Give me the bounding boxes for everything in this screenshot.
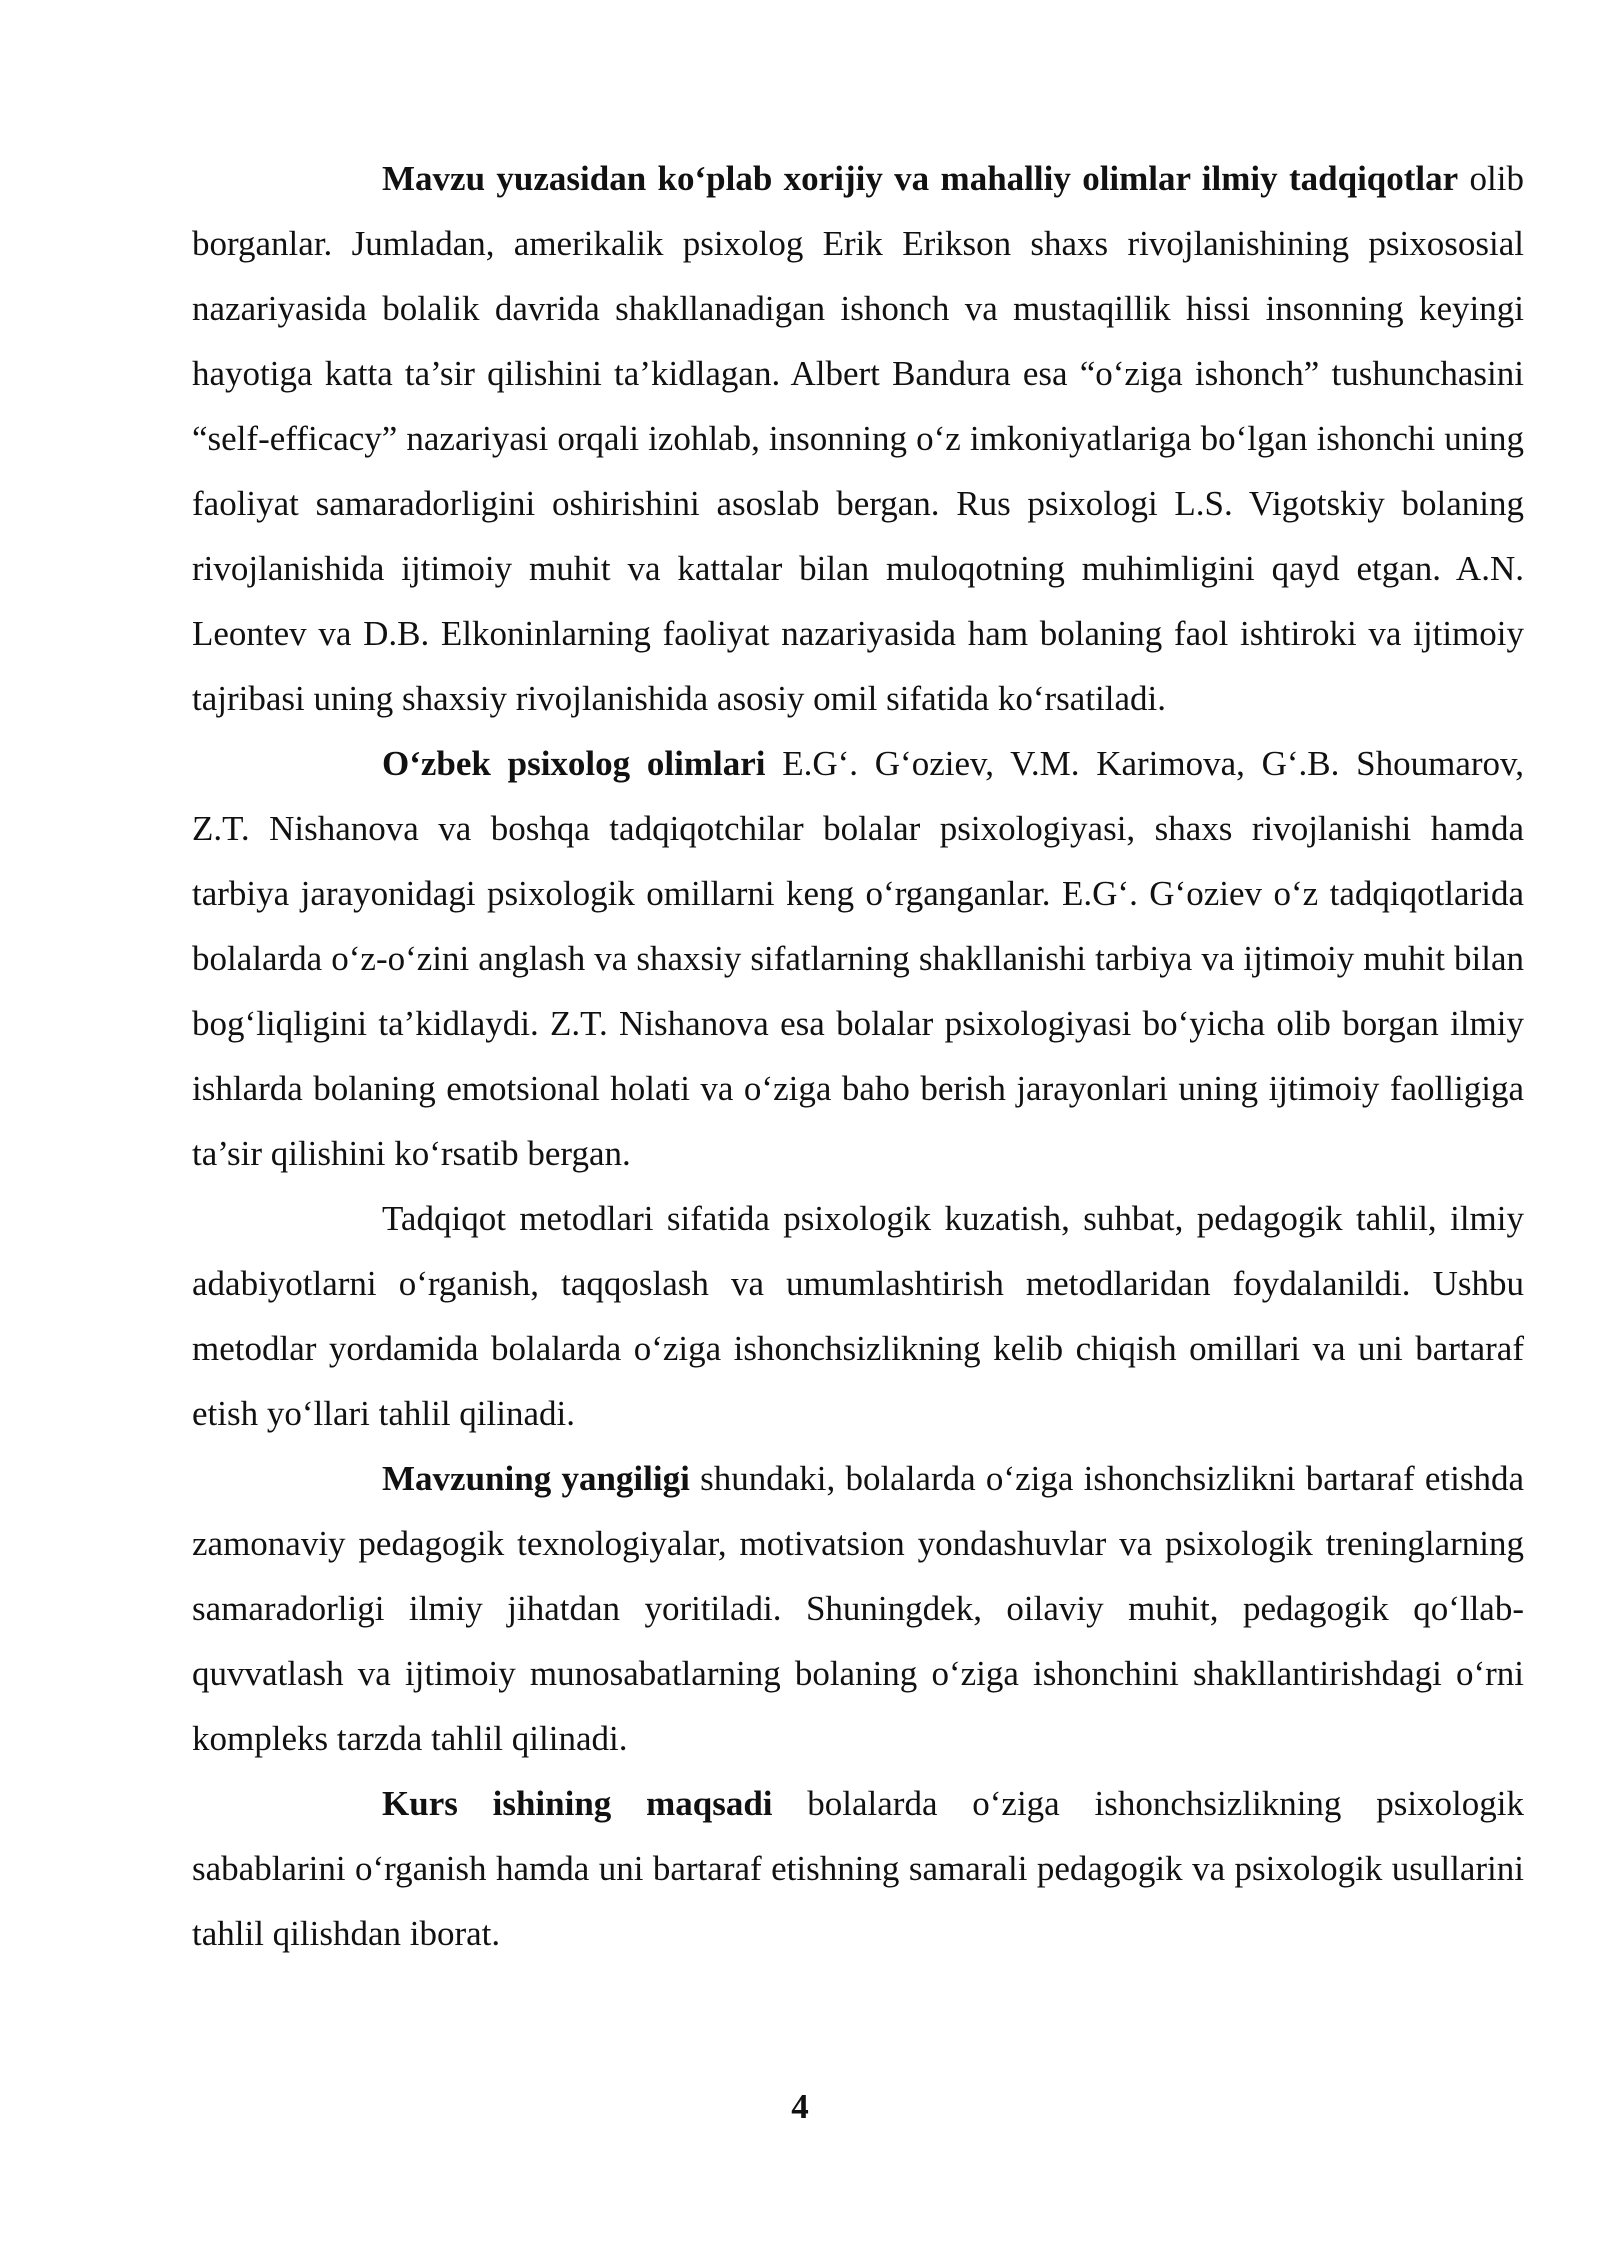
page-number: 4 <box>791 2087 809 2126</box>
paragraph-body: olib borganlar. Jumladan, amerikalik psixolog Erik Erikson shaxs rivojlanishining psixososial nazariyasida bolalik davrida shakllanadigan ishonch va mustaqillik hissi insonning keyingi hayotiga katta ta’sir qilishini ta’kidlagan. Albert Bandura esa “o‘ziga ishonch” tushunchasini “self-efficacy” nazariyasi orqali izohlab, insonning o‘z imkoniyatlariga bo‘lgan ishonchi uning faoliyat samaradorligini oshirishini asoslab bergan. Rus psixologi L.S. Vigotskiy bolaning rivojlanishida ijtimoiy muhit va kattalar bilan muloqotning muhimligini qayd etgan. A.N. Leontev va D.B. Elkoninlarning faoliyat nazariyasida ham bolaning faol ishtiroki va ijtimoiy tajribasi uning shaxsiy rivojlanishida asosiy omil sifatida ko‘rsatiladi. <box>192 159 1525 718</box>
paragraph-body: E.G‘. G‘oziev, V.M. Karimova, G‘.B. Shoumarov, Z.T. Nishanova va boshqa tadqiqotchilar bolalar psixologiyasi, shaxs rivojlanishi hamda tarbiya jarayonidagi psixologik omillarni keng o‘rganganlar. E.G‘. G‘oziev o‘z tadqiqotlarida bolalarda o‘z-o‘zini anglash va shaxsiy sifatlarning shakllanishi tarbiya va ijtimoiy muhit bilan bog‘liqligini ta’kidlaydi. Z.T. Nishanova esa bolalar psixologiyasi bo‘yicha olib borgan ilmiy ishlarda bolaning emotsional holati va o‘ziga baho berish jarayonlari uning ijtimoiy faolligiga ta’sir qilishini ko‘rsatib bergan. <box>192 744 1524 1173</box>
paragraph-lead: O‘zbek psixolog olimlari <box>382 744 766 783</box>
paragraph-lead: Mavzu yuzasidan ko‘plab xorijiy va mahalliy olimlar ilmiy tadqiqotlar <box>382 159 1459 198</box>
paragraph-body: shundaki, bolalarda o‘ziga ishonchsizlikni bartaraf etishda zamonaviy pedagogik texnologiyalar, motivatsion yondashuvlar va psixologik treninglarning samaradorligi ilmiy jihatdan yoritiladi. Shuningdek, oilaviy muhit, pedagogik qo‘llab-quvvatlash va ijtimoiy munosabatlarning bolaning o‘ziga ishonchini shakllantirishdagi o‘rni kompleks tarzda tahlil qilinadi. <box>192 1459 1524 1758</box>
document-page <box>192 146 1524 1966</box>
paragraph-body: Tadqiqot metodlari sifatida psixologik kuzatish, suhbat, pedagogik tahlil, ilmiy adabiyotlarni o‘rganish, taqqoslash va umumlashtirish metodlaridan foydalanildi. Ushbu metodlar yordamida bolalarda o‘ziga ishonchsizlikning kelib chiqish omillari va uni bartaraf etish yo‘llari tahlil qilinadi. <box>192 1199 1524 1433</box>
paragraph-body: bolalarda o‘ziga ishonchsizlikning psixologik sabablarini o‘rganish hamda uni bartaraf etishning samarali pedagogik va psixologik usullarini tahlil qilishdan iborat. <box>192 1784 1524 1953</box>
paragraph-foreign-scholars <box>192 146 1524 731</box>
paragraph-lead: Mavzuning yangiligi <box>382 1459 690 1498</box>
paragraph-uzbek-scholars <box>192 731 1524 1186</box>
paragraph-course-goal <box>192 1771 1524 1966</box>
paragraph-research-methods <box>192 1186 1524 1446</box>
paragraph-novelty <box>192 1446 1524 1771</box>
paragraph-lead: Kurs ishining maqsadi <box>382 1784 773 1823</box>
